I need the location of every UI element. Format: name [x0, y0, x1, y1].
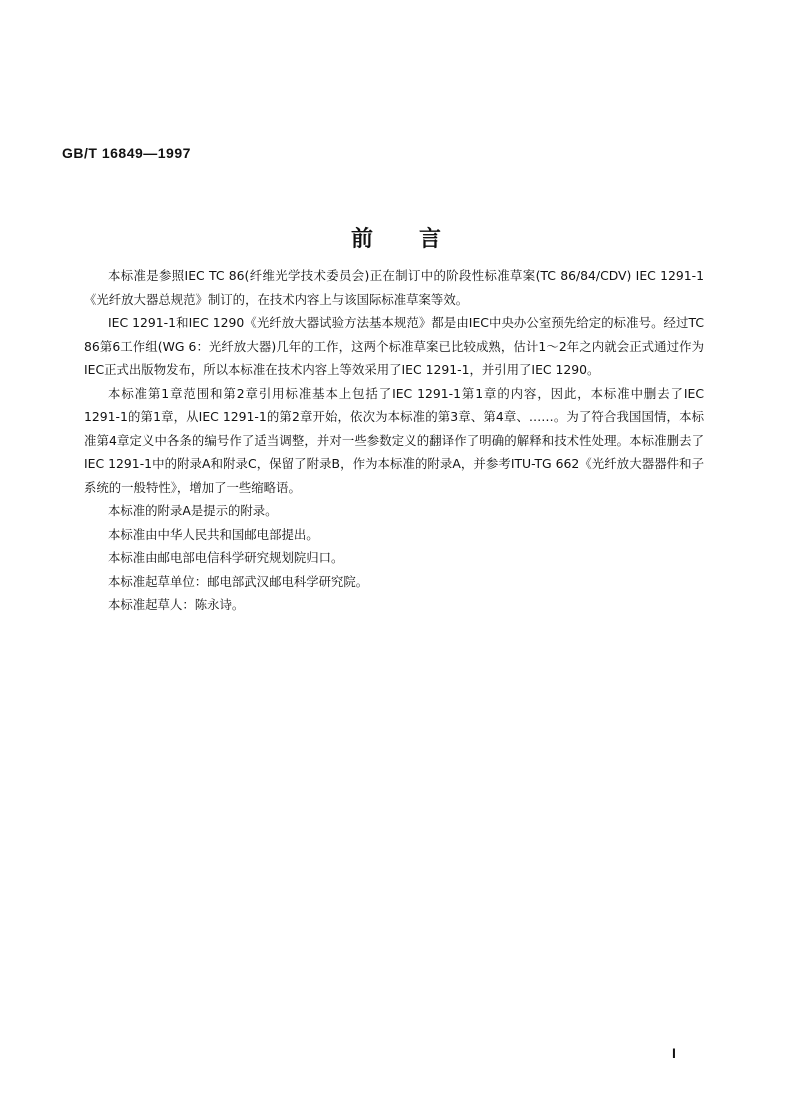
foreword-body	[84, 264, 704, 617]
paragraph-appendix-note: 本标准的附录A是提示的附录。	[108, 503, 278, 518]
paragraph-structure-changes: 本标准第1章范围和第2章引用标准基本上包括了IEC 1291-1第1章的内容，因此，本标准中删去了IEC 1291-1的第1章，从IEC 1291-1的第2章开始，依次为本标准的第3章、第4章、……。为了符合我国国情，本标准第4章定义中各条的编号作了适当调整，并对一些参数定义的翻译作了明确的解释和技术性处理。本标准删去了IEC 1291-1中的附录A和附录C，保留了附录B，作为本标准的附录A，并参考ITU-TG 662《光纤放大器器件和子系统的一般特性》，增加了一些缩略语。	[84, 385, 704, 495]
paragraph-drafter: 本标准起草人：陈永诗。	[108, 597, 245, 612]
paragraph-administrator: 本标准由邮电部电信科学研究规划院归口。	[108, 550, 344, 565]
paragraph-drafting-unit: 本标准起草单位：邮电部武汉邮电科学研究院。	[108, 573, 369, 589]
standard-code: GB/T 16849—1997	[62, 145, 191, 161]
paragraph-reference-basis: 本标准是参照IEC TC 86(纤维光学技术委员会)正在制订中的阶段性标准草案(TC 86/84/CDV) IEC 1291-1《光纤放大器总规范》制订的，在技术内容上与该国际标准草案等效。	[84, 268, 704, 307]
paragraph-proposer: 本标准由中华人民共和国邮电部提出。	[108, 526, 319, 542]
page-number: I	[672, 1045, 676, 1061]
paragraph-iec-status: IEC 1291-1和IEC 1290《光纤放大器试验方法基本规范》都是由IEC中央办公室预先给定的标准号。经过TC 86第6工作组(WG 6：光纤放大器)几年的工作，这两个标准草案已比较成熟，估计1～2年之内就会正式通过作为IEC正式出版物发布，所以本标准在技术内容上等效采用了IEC 1291-1，并引用了IEC 1290。	[84, 315, 704, 377]
page-title: 前言	[350, 227, 487, 252]
